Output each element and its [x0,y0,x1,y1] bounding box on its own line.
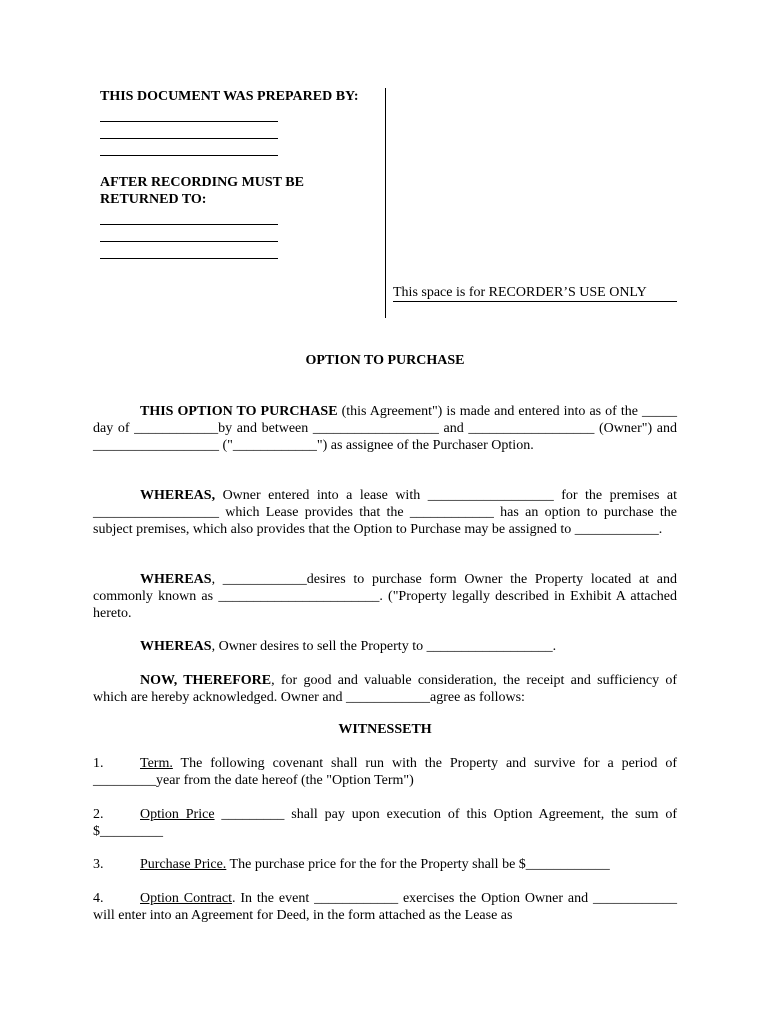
section-text: The purchase price for the for the Property shall be $____________ [226,857,610,872]
returned-to-line-1 [100,208,278,225]
section-heading: Term. [140,756,173,771]
prepared-by-line-2 [100,122,278,139]
returned-to-line-2 [100,225,278,242]
section-heading: Option Contract [140,891,232,906]
section-3 [93,856,677,873]
whereas-3-text: , Owner desires to sell the Property to __________________. [211,639,557,654]
whereas-paragraph-1 [93,487,677,538]
whereas-2-lead: WHEREAS [140,572,212,587]
intro-text: (this Agreement") is made and entered into as of the _____ day of ____________by and between __________________ and __________________ (Owner") and __________________ ("____________") as assignee of the Purchaser Option. [93,404,677,453]
intro-lead: THIS OPTION TO PURCHASE [140,404,338,419]
returned-to-label: AFTER RECORDING MUST BE RETURNED TO: [100,175,304,207]
whereas-paragraph-3 [93,638,677,655]
whereas-paragraph-2 [93,571,677,622]
prepared-by-block [100,88,382,259]
section-2 [93,806,677,840]
witnesseth-heading: WITNESSETH [338,722,432,737]
section-text: . In the event ____________ exercises the Option Owner and ____________ will enter into an Agreement for Deed, in the form attached as the Lease as [93,891,677,923]
section-number: 2. [93,807,104,822]
document-title: OPTION TO PURCHASE [305,353,465,368]
now-therefore-lead: NOW, THEREFORE [140,673,272,688]
section-4 [93,890,677,924]
section-1 [93,755,677,789]
section-text: _________ shall pay upon execution of this Option Agreement, the sum of $_________ [93,807,677,839]
section-number: 1. [93,756,104,771]
now-therefore-paragraph [93,672,677,706]
section-heading: Purchase Price. [140,857,227,872]
section-heading: Option Price [140,807,215,822]
recorder-use-box: This space is for RECORDER’S USE ONLY [393,284,677,302]
section-number: 3. [93,857,104,872]
section-number: 4. [93,891,104,906]
returned-to-line-3 [100,242,278,259]
header-divider [385,88,386,318]
section-text: The following covenant shall run with the Property and survive for a period of _________year from the date hereof (the "Option Term") [93,756,677,788]
now-therefore-text: , for good and valuable consideration, the receipt and sufficiency of which are hereby acknowledged. Owner and ____________agree as follows: [93,673,677,705]
prepared-by-line-1 [100,105,278,122]
whereas-3-lead: WHEREAS [140,639,212,654]
intro-paragraph [93,403,677,454]
whereas-2-text: , ____________desires to purchase form Owner the Property located at and commonly known as _______________________. ("Property legally described in Exhibit A attached hereto. [93,572,677,621]
whereas-1-lead: WHEREAS, [140,488,216,503]
prepared-by-line-3 [100,139,278,156]
whereas-1-text: Owner entered into a lease with __________________ for the premises at __________________ which Lease provides that the ____________ has an option to purchase the subject premises, which also provides that the Option to Purchase may be assigned to ____________. [93,488,677,537]
prepared-by-label: THIS DOCUMENT WAS PREPARED BY: [100,89,359,104]
